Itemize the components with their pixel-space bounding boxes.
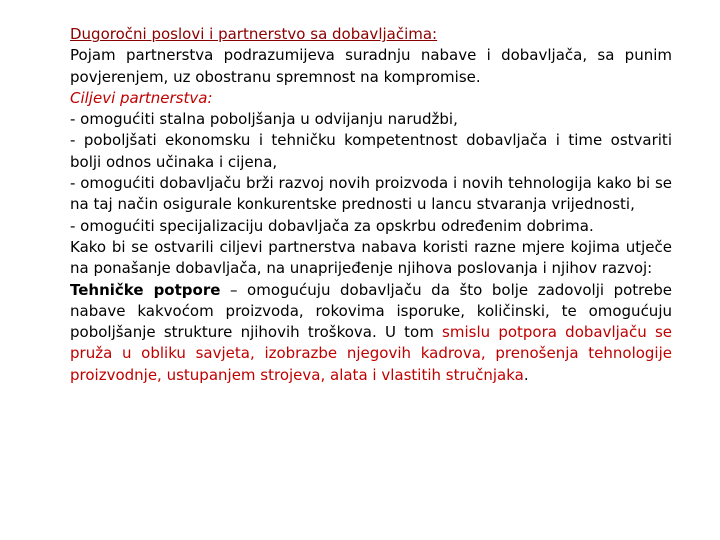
goal-item-4: - omogućiti specijalizaciju dobavljača za opskrbu određenim dobrima. [70, 216, 594, 235]
slide-content [70, 24, 672, 386]
goal-item-3: - omogućiti dobavljaču brži razvoj novih proizvoda i novih tehnologija kako bi se na taj način osigurale konkurentske prednosti u lancu stvaranja vrijednosti, [70, 174, 672, 214]
goals-title: Ciljevi partnerstva: [70, 88, 213, 107]
technical-support-text: omogućuju dobavljaču da što bolje zadovolji potrebe nabave kakvoćom proizvoda, rokovima isporuke, količinski, te omogućuju poboljšanje strukture njihovih troškova. U tom [70, 280, 672, 342]
influence-paragraph: Kako bi se ostvarili ciljevi partnerstva nabava koristi razne mjere kojima utječe na ponašanje dobavljača, na unaprijeđenje njihova poslovanja i njihov razvoj: [70, 237, 672, 278]
technical-support-end: . [523, 365, 529, 384]
technical-support-term: Tehničke potpore [70, 280, 221, 299]
technical-support-paragraph [70, 280, 672, 386]
section-heading: Dugoročni poslovi i partnerstvo sa dobavljačima: [70, 25, 438, 43]
technical-support-dash: – [220, 280, 248, 299]
goal-item-1: - omogućiti stalna poboljšanja u odvijanju narudžbi, [70, 110, 458, 129]
technical-support-highlight: smislu potpora dobavljaču se pruža u obliku savjeta, izobrazbe njegovih kadrova, prenošenja tehnologije proizvodnje, ustupanjem strojeva, alata i vlastitih stručnjaka [70, 323, 672, 384]
goal-item-2: - poboljšati ekonomsku i tehničku kompetentnost dobavljača i time ostvariti bolji odnos učinaka i cijena, [70, 131, 672, 171]
intro-paragraph: Pojam partnerstva podrazumijeva suradnju nabave i dobavljača, sa punim povjerenjem, uz obostranu spremnost na kompromise. [70, 46, 672, 86]
